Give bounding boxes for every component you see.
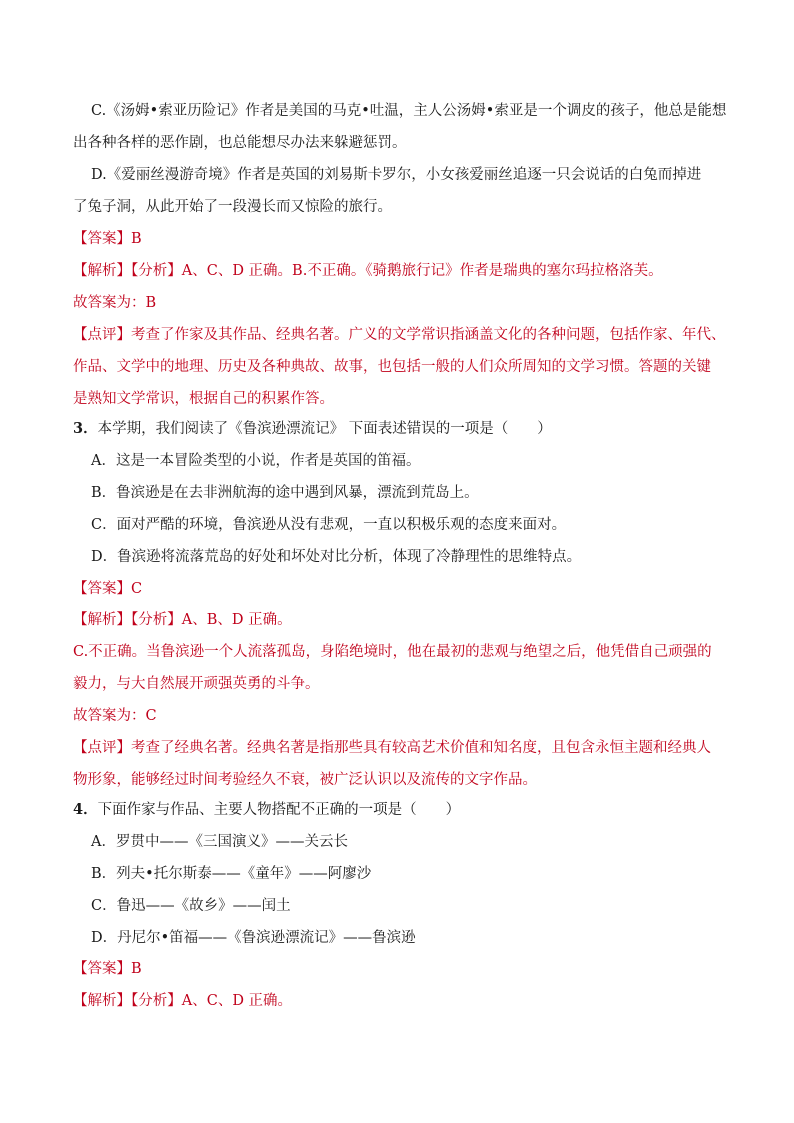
analysis-tag: 【解析】【分析】 xyxy=(73,263,182,279)
q2-answer: 【答案】B xyxy=(73,231,142,247)
q3-option-a: A．这是一本冒险类型的小说，作者是英国的笛福。 xyxy=(91,453,421,469)
q3-question: 3．本学期，我们阅读了《鲁滨逊漂流记》 下面表述错误的一项是（ ） xyxy=(73,420,552,437)
q3-analysis-detail-line1: C.不正确。当鲁滨逊一个人流落孤岛，身陷绝境时，他在最初的悲观与绝望之后，他凭借自己顽强的 xyxy=(73,644,712,660)
q2-option-d-line1: D.《爱丽丝漫游奇境》作者是英国的刘易斯卡罗尔，小女孩爱丽丝追逐一只会说话的白兔而掉进 xyxy=(91,167,702,183)
q2-option-d-line2: 了兔子洞，从此开始了一段漫长而又惊险的旅行。 xyxy=(73,199,392,215)
q4-option-a: A．罗贯中——《三国演义》——关云长 xyxy=(91,834,348,850)
q3-conclusion: 故答案为：C xyxy=(73,708,157,724)
q2-conclusion: 故答案为：B xyxy=(73,295,157,311)
q2-comment-line3: 是熟知文学常识，根据自己的积累作答。 xyxy=(73,391,334,407)
q3-comment-line2: 物形象，能够经过时间考验经久不衰，被广泛认识以及流传的文字作品。 xyxy=(73,772,537,788)
q2-option-c-line2: 出各种各样的恶作剧，也总能想尽办法来躲避惩罚。 xyxy=(73,135,407,151)
q3-answer: 【答案】C xyxy=(73,581,143,597)
q3-analysis-detail-line2: 毅力，与大自然展开顽强英勇的斗争。 xyxy=(73,676,320,692)
q3-comment-line1: 【点评】考查了经典名著。经典名著是指那些具有较高艺术价值和知名度，且包含永恒主题和经典人 xyxy=(73,740,711,756)
q4-option-d: D．丹尼尔•笛福——《鲁滨逊漂流记》——鲁滨逊 xyxy=(91,930,416,946)
analysis-tag: 【解析】【分析】 xyxy=(73,612,182,628)
answer-tag: 【答案】 xyxy=(73,581,131,597)
answer-tag: 【答案】 xyxy=(73,961,131,977)
comment-tag: 【点评】 xyxy=(73,740,131,756)
q2-option-c-line1: C.《汤姆•索亚历险记》作者是美国的马克•吐温，主人公汤姆•索亚是一个调皮的孩子，他总是能想 xyxy=(91,103,727,119)
answer-tag: 【答案】 xyxy=(73,231,131,247)
q2-analysis: 【解析】【分析】A、C、D 正确。B.不正确。《骑鹅旅行记》作者是瑞典的塞尔玛拉格洛芙。 xyxy=(73,263,663,279)
q3-option-b: B．鲁滨逊是在去非洲航海的途中遇到风暴，漂流到荒岛上。 xyxy=(91,485,479,501)
comment-tag: 【点评】 xyxy=(73,327,131,343)
q3-analysis: 【解析】【分析】A、B、D 正确。 xyxy=(73,612,292,628)
q2-comment-line1: 【点评】考查了作家及其作品、经典名著。广义的文学常识指涵盖文化的各种问题，包括作家、年代、 xyxy=(73,327,726,343)
q2-comment-line2: 作品、文学中的地理、历史及各种典故、故事，也包括一般的人们众所周知的文学习惯。答题的关键 xyxy=(73,359,711,375)
q3-option-c: C．面对严酷的环境，鲁滨逊从没有悲观，一直以积极乐观的态度来面对。 xyxy=(91,517,567,533)
q4-answer: 【答案】B xyxy=(73,961,142,977)
q4-question: 4．下面作家与作品、主要人物搭配不正确的一项是（ ） xyxy=(73,801,461,818)
q3-option-d: D．鲁滨逊将流落荒岛的好处和坏处对比分析，体现了冷静理性的思维特点。 xyxy=(91,549,582,565)
q4-option-b: B．列夫•托尔斯泰——《童年》——阿廖沙 xyxy=(91,866,372,882)
q4-option-c: C．鲁迅——《故乡》——闰土 xyxy=(91,898,291,914)
analysis-tag: 【解析】【分析】 xyxy=(73,993,182,1009)
q4-analysis: 【解析】【分析】A、C、D 正确。 xyxy=(73,993,293,1009)
